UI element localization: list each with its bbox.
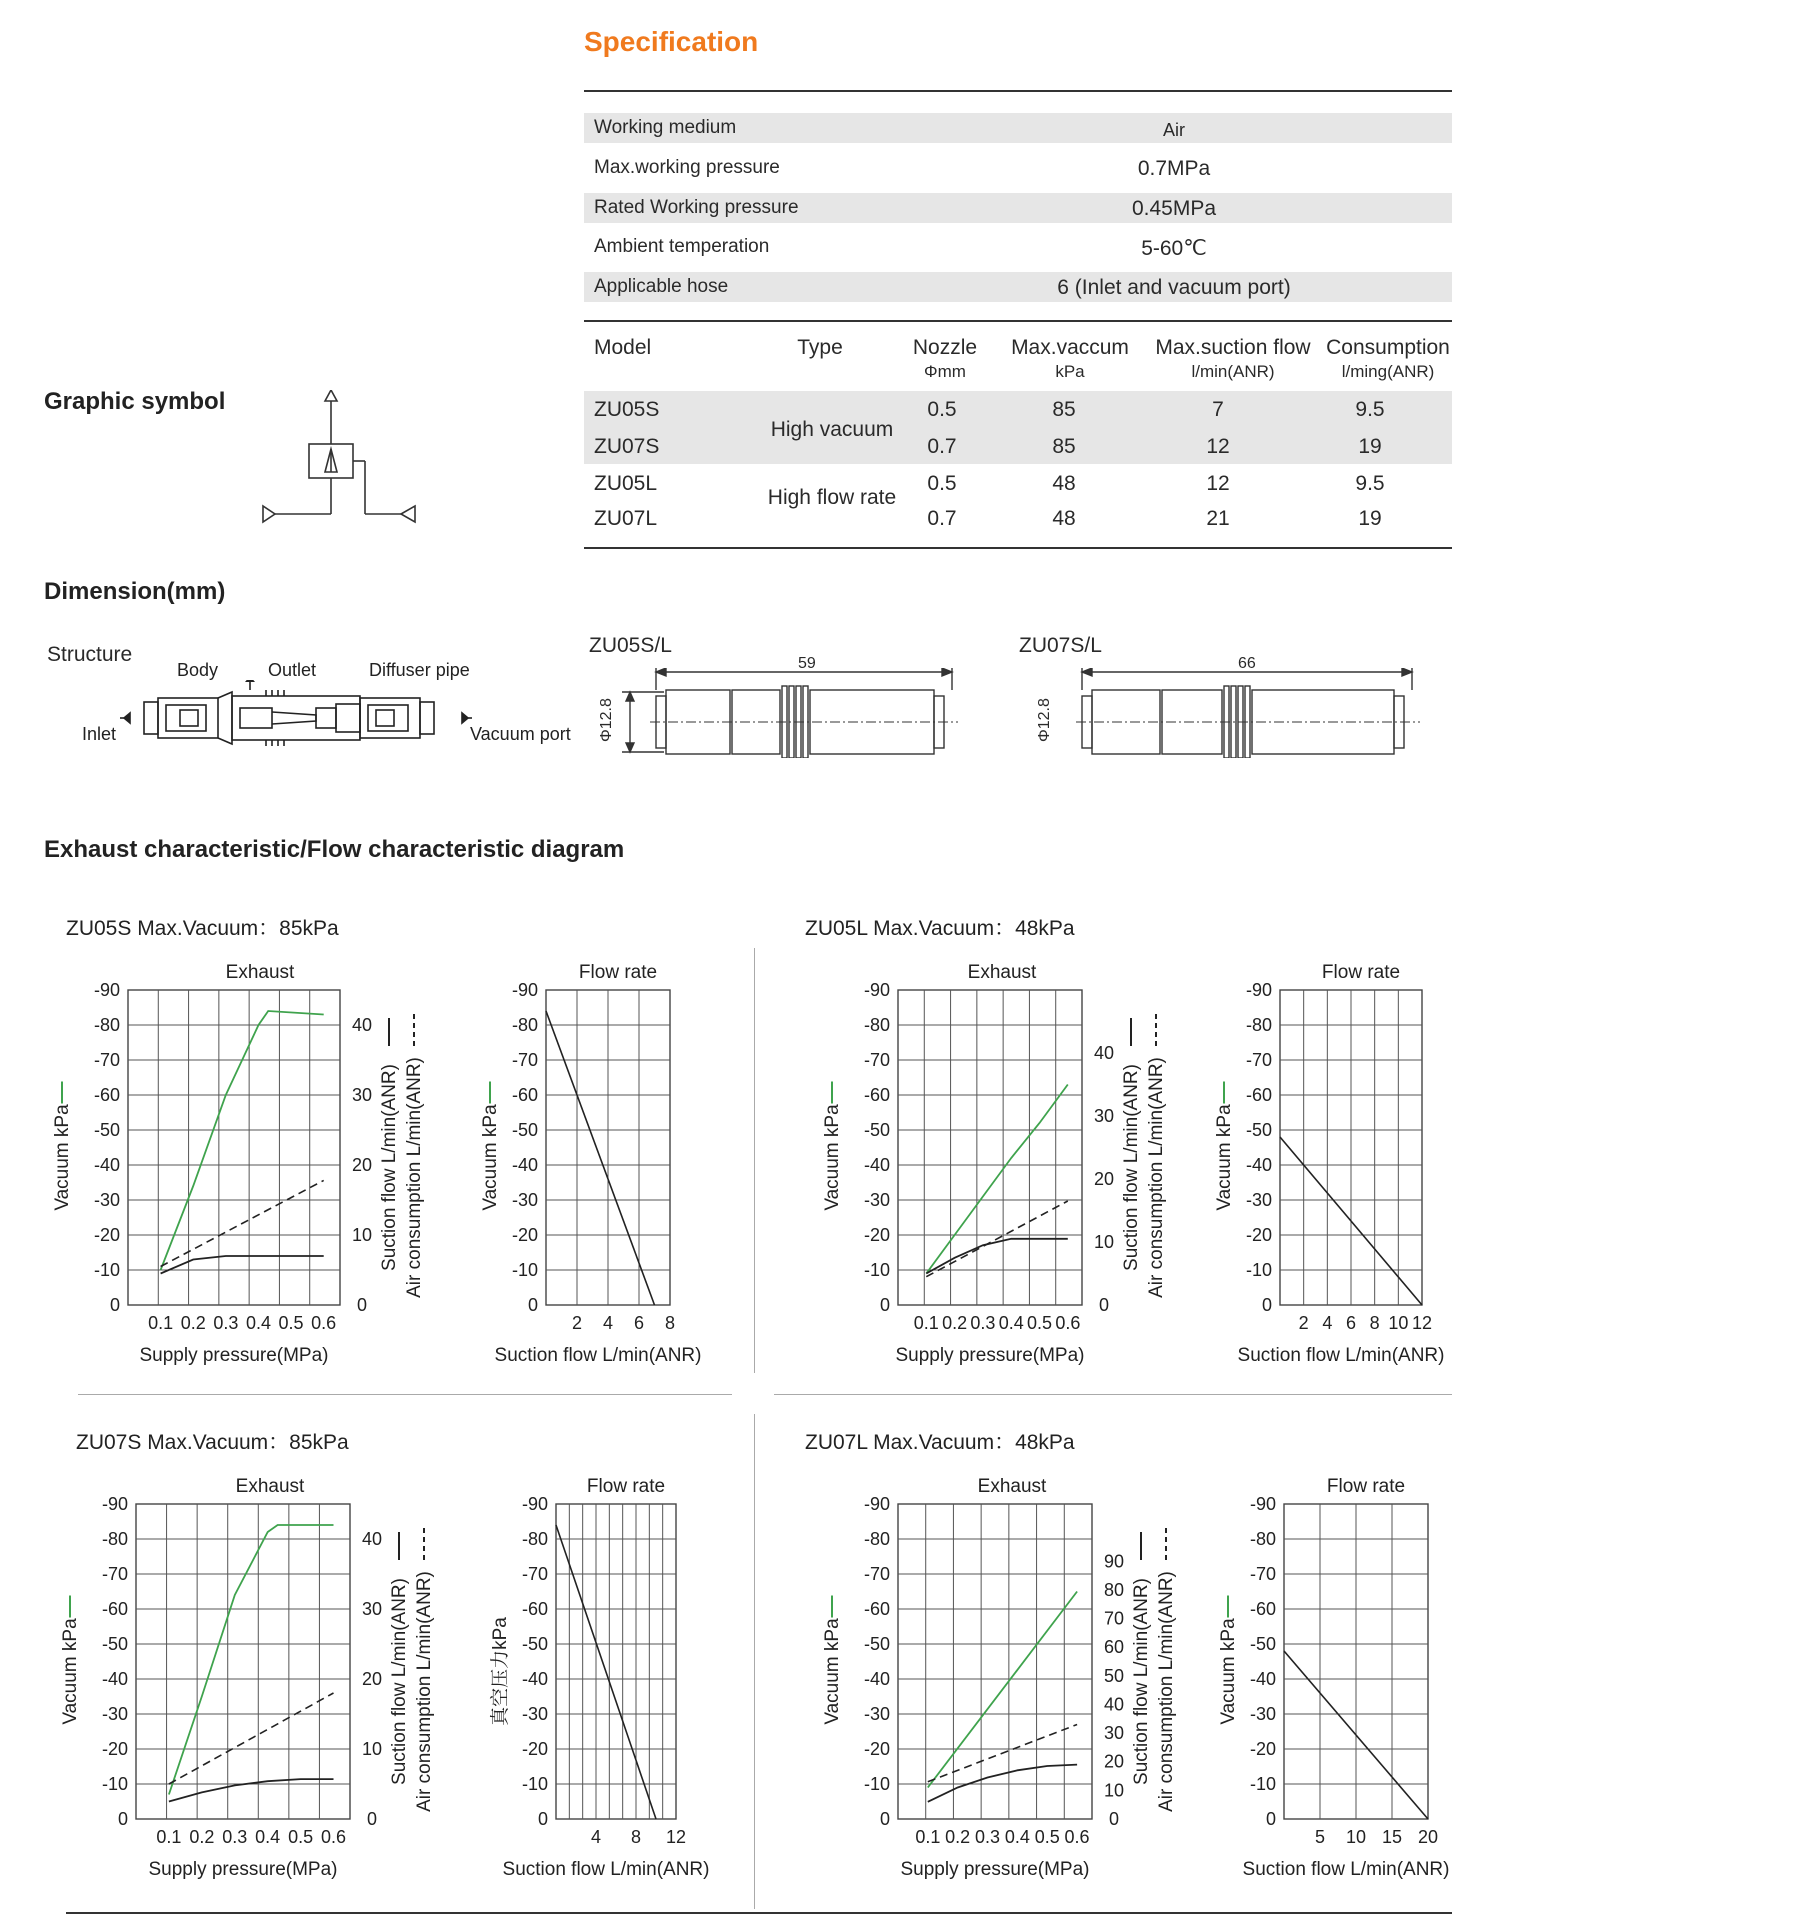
exhaust-3-ytick: -80 [863,1529,890,1549]
exhaust-3-y2tick: 90 [1103,1551,1125,1572]
exhaust-3-ytick: -20 [863,1739,890,1759]
flow-3-ytick: -50 [1249,1634,1276,1654]
flow-2-xtick: 12 [665,1827,687,1847]
flow-2-ytick: -70 [521,1564,548,1584]
flow-0-xtick: 6 [633,1313,645,1333]
exhaust-2-xtick: 0.1 [156,1827,182,1847]
flow-3-xtick: 5 [1314,1827,1326,1847]
flow-1-xtick: 8 [1369,1313,1380,1333]
flow-3-ytick: -90 [1249,1494,1276,1514]
exhaust-2-ytick: 0 [117,1809,128,1829]
chart-title-zu05s: ZU05S Max.Vacuum：85kPa [66,917,339,940]
exhaust-2-consumption-curve [169,1693,334,1784]
exhaust-1-ylabel: Vacuum kPa [822,1104,843,1211]
consumption-cell: 9.5 [1355,472,1385,495]
spec-label: Max.working pressure [594,157,780,178]
exhaust-0-ytick: -40 [93,1155,120,1175]
exhaust-2-y2tick: 0 [366,1809,378,1829]
exhaust-2-ytick: -30 [101,1704,128,1724]
exhaust-1-xtick: 0.1 [913,1313,939,1333]
diagram-title: Exhaust characteristic/Flow characteristic diagram [44,836,625,863]
flow-0-xtick: 8 [664,1313,676,1333]
exhaust-1-y3label: Air consumption L/min(ANR) [1146,1057,1167,1298]
chart-title-zu07l: ZU07L Max.Vacuum：48kPa [805,1431,1075,1454]
exhaust-3-ytick: -10 [863,1774,890,1794]
exhaust-2-y3label: Air consumption L/min(ANR) [414,1571,435,1812]
flow-1-xtick: 4 [1322,1313,1333,1333]
exhaust-3-ytick: -60 [863,1599,890,1619]
exhaust-0-y2tick: 40 [351,1015,373,1035]
col-header-type: Type [797,336,843,359]
exhaust-1-xtick: 0.6 [1055,1313,1081,1333]
exhaust-0-xtick: 0.3 [213,1313,239,1333]
exhaust-0-ytick: -90 [93,980,120,1000]
flow-1-title: Flow rate [1321,962,1401,983]
model-cell: ZU05S [594,398,660,421]
flow-2-xtick: 4 [590,1827,602,1847]
exhaust-3-title: Exhaust [977,1476,1047,1497]
exhaust-3-y2tick: 30 [1103,1723,1125,1744]
exhaust-3-y2tick: 10 [1103,1780,1125,1801]
exhaust-0-y2tick: 30 [351,1085,373,1105]
exhaust-3-y2tick: 70 [1103,1608,1125,1629]
exhaust-2-ytick: -50 [101,1634,128,1654]
exhaust-0-vacuum-curve [161,1011,324,1270]
flow-1-ytick: -40 [1245,1155,1272,1175]
exhaust-3-ytick: -90 [863,1494,890,1514]
drawing-length-zu05: 59 [798,655,816,672]
exhaust-2-ytick: -10 [101,1774,128,1794]
exhaust-3-ytick: -70 [863,1564,890,1584]
type-cell: High flow rate [767,486,897,509]
exhaust-2-title: Exhaust [235,1476,305,1497]
flow-0-ytick: -90 [511,980,538,1000]
exhaust-2-xtick: 0.5 [288,1827,314,1847]
col-header-max-vacuum: Max.vaccum kPa [1011,336,1129,381]
model-cell: ZU07L [594,507,658,530]
flow-0-xlabel: Suction flow L/min(ANR) [494,1345,702,1366]
consumption-cell: 19 [1358,435,1382,458]
spec-value: 6 (Inlet and vacuum port) [1057,276,1291,299]
exhaust-3-ylabel: Vacuum kPa [822,1618,843,1725]
exhaust-0-ytick: -10 [93,1260,120,1280]
label-vacuum-port: Vacuum port [470,724,571,744]
exhaust-0-ytick: -60 [93,1085,120,1105]
exhaust-1-ytick: -80 [863,1015,890,1035]
exhaust-1-ytick: -70 [863,1050,890,1070]
drawing-diameter-zu05: Φ12.8 [598,698,615,742]
flow-2-ytick: -20 [521,1739,548,1759]
flow-3-ytick: -40 [1249,1669,1276,1689]
exhaust-2-ytick: -80 [101,1529,128,1549]
consumption-cell: 19 [1358,507,1382,530]
label-body: Body [177,660,219,680]
exhaust-0-xtick: 0.2 [180,1313,206,1333]
exhaust-1-y2tick: 0 [1098,1295,1110,1315]
flow-0-xtick: 2 [571,1313,583,1333]
flow-2-ytick: -90 [521,1494,548,1514]
spec-label: Rated Working pressure [594,197,799,218]
exhaust-2-vacuum-curve [169,1525,334,1795]
suction-cell: 12 [1206,472,1230,495]
exhaust-0-suction-curve [161,1256,324,1274]
flow-3-ytick: -80 [1249,1529,1276,1549]
exhaust-1-ytick: -30 [863,1190,890,1210]
flow-3-ylabel: Vacuum kPa [1218,1618,1239,1725]
flow-3-ytick: -20 [1249,1739,1276,1759]
flow-1-ytick: -50 [1245,1120,1272,1140]
exhaust-2-suction-curve [169,1779,334,1801]
exhaust-1-y2tick: 10 [1093,1232,1115,1252]
exhaust-1-xtick: 0.5 [1027,1313,1053,1333]
exhaust-3-y2tick: 80 [1103,1579,1125,1600]
flow-2-title: Flow rate [586,1476,666,1497]
exhaust-1-ytick: -40 [863,1155,890,1175]
flow-2-ytick: -80 [521,1529,548,1549]
drawing-diameter-zu07: Φ12.8 [1036,698,1053,742]
flow-1-ytick: -20 [1245,1225,1272,1245]
flow-0-ytick: -10 [511,1260,538,1280]
flow-2-ytick: -10 [521,1774,548,1794]
suction-cell: 21 [1206,507,1230,530]
exhaust-1-ytick: -50 [863,1120,890,1140]
exhaust-0-title: Exhaust [225,962,295,983]
col-header-max-suction: Max.suction flow l/min(ANR) [1155,336,1311,381]
drawing-length-zu07: 66 [1238,655,1256,672]
exhaust-0-ylabel: Vacuum kPa [52,1104,73,1211]
exhaust-3-xtick: 0.2 [945,1827,971,1847]
exhaust-2-xtick: 0.4 [255,1827,281,1847]
exhaust-0-frame [128,990,340,1305]
exhaust-1-vacuum-curve [926,1085,1068,1274]
flow-2-ytick: -30 [521,1704,548,1724]
exhaust-1-xtick: 0.2 [942,1313,968,1333]
structure-title: Structure [47,643,133,666]
exhaust-2-ytick: -70 [101,1564,128,1584]
col-header-consumption: Consumption l/ming(ANR) [1326,336,1450,381]
flow-3-ytick: -10 [1249,1774,1276,1794]
spec-label: Applicable hose [594,276,729,297]
drawing-name-zu07: ZU07S/L [1019,634,1102,657]
flow-2-ytick: 0 [537,1809,548,1829]
exhaust-0-y2tick: 20 [351,1155,373,1175]
exhaust-0-ytick: -30 [93,1190,120,1210]
vacuum-cell: 85 [1052,435,1076,458]
exhaust-3-ytick: -30 [863,1704,890,1724]
flow-1-ytick: -60 [1245,1085,1272,1105]
exhaust-1-title: Exhaust [967,962,1037,983]
exhaust-3-y2tick: 40 [1103,1694,1125,1715]
exhaust-2-frame [136,1504,350,1819]
flow-0-title: Flow rate [578,962,658,983]
exhaust-3-suction-curve [928,1765,1077,1802]
exhaust-3-xtick: 0.5 [1034,1827,1060,1847]
exhaust-2-y2tick: 20 [361,1669,383,1689]
nozzle-cell: 0.5 [927,398,957,421]
exhaust-0-xtick: 0.1 [148,1313,174,1333]
exhaust-1-y2tick: 30 [1093,1106,1115,1126]
spec-value: 0.7MPa [1137,157,1211,180]
flow-1-xtick: 10 [1388,1313,1409,1333]
flow-1-xlabel: Suction flow L/min(ANR) [1237,1345,1445,1366]
flow-2-xlabel: Suction flow L/min(ANR) [502,1859,710,1880]
label-inlet: Inlet [82,724,117,744]
flow-1-ytick: -80 [1245,1015,1272,1035]
flow-2-curve [556,1525,656,1819]
flow-2-frame [556,1504,676,1819]
exhaust-0-y3label: Air consumption L/min(ANR) [404,1057,425,1298]
flow-2-ylabel: 真空压力kPa [490,1617,511,1726]
exhaust-0-ytick: -80 [93,1015,120,1035]
exhaust-3-xtick: 0.4 [1004,1827,1030,1847]
exhaust-2-xtick: 0.6 [321,1827,347,1847]
graphic-symbol-title: Graphic symbol [44,388,226,415]
nozzle-cell: 0.5 [927,472,957,495]
exhaust-2-xtick: 0.3 [222,1827,248,1847]
flow-3-xtick: 15 [1381,1827,1403,1847]
flow-2-ytick: -50 [521,1634,548,1654]
exhaust-1-ytick: -20 [863,1225,890,1245]
flow-3-ytick: -60 [1249,1599,1276,1619]
nozzle-cell: 0.7 [927,435,957,458]
exhaust-2-ylabel: Vacuum kPa [60,1618,81,1725]
chart-title-zu07s: ZU07S Max.Vacuum：85kPa [76,1431,349,1454]
flow-0-ylabel: Vacuum kPa [480,1104,501,1211]
flow-3-ytick: -70 [1249,1564,1276,1584]
flow-2-ytick: -40 [521,1669,548,1689]
exhaust-2-y2tick: 10 [361,1739,383,1759]
exhaust-1-y2label: Suction flow L/min(ANR) [1121,1064,1142,1271]
exhaust-1-ytick: -90 [863,980,890,1000]
exhaust-1-xlabel: Supply pressure(MPa) [895,1345,1085,1366]
exhaust-0-y2tick: 0 [356,1295,368,1315]
flow-1-ylabel: Vacuum kPa [1214,1104,1235,1211]
exhaust-3-y2tick: 50 [1103,1665,1125,1686]
drawing-name-zu05: ZU05S/L [589,634,672,657]
flow-3-title: Flow rate [1326,1476,1406,1497]
exhaust-2-ytick: -20 [101,1739,128,1759]
model-cell: ZU05L [594,472,658,495]
exhaust-3-ytick: 0 [879,1809,890,1829]
flow-1-ytick: -10 [1245,1260,1272,1280]
vacuum-cell: 48 [1052,472,1076,495]
exhaust-0-y2label: Suction flow L/min(ANR) [379,1064,400,1271]
nozzle-cell: 0.7 [927,507,957,530]
flow-0-ytick: 0 [527,1295,538,1315]
exhaust-1-ytick: 0 [879,1295,890,1315]
spec-value: 0.45MPa [1131,197,1217,220]
exhaust-1-frame [898,990,1082,1305]
exhaust-0-y2tick: 10 [351,1225,373,1245]
exhaust-3-ytick: -50 [863,1634,890,1654]
exhaust-2-ytick: -90 [101,1494,128,1514]
flow-3-xlabel: Suction flow L/min(ANR) [1242,1859,1450,1880]
exhaust-3-ytick: -40 [863,1669,890,1689]
flow-2-xtick: 8 [630,1827,642,1847]
flow-1-ytick: 0 [1261,1295,1272,1315]
flow-1-xtick: 2 [1298,1313,1309,1333]
vacuum-cell: 48 [1052,507,1076,530]
exhaust-3-vacuum-curve [928,1592,1077,1788]
flow-3-xtick: 10 [1345,1827,1367,1847]
exhaust-3-y2tick: 0 [1108,1809,1120,1829]
exhaust-0-xlabel: Supply pressure(MPa) [139,1345,329,1366]
flow-0-ytick: -40 [511,1155,538,1175]
spec-label: Working medium [594,117,737,138]
exhaust-0-xtick: 0.5 [278,1313,304,1333]
flow-1-xtick: 12 [1411,1313,1433,1333]
flow-0-ytick: -50 [511,1120,538,1140]
exhaust-1-xtick: 0.3 [970,1313,996,1333]
exhaust-3-y2label: Suction flow L/min(ANR) [1131,1578,1152,1785]
exhaust-3-y2tick: 60 [1103,1637,1125,1658]
exhaust-0-consumption-curve [161,1180,324,1266]
exhaust-2-y2label: Suction flow L/min(ANR) [389,1578,410,1785]
exhaust-0-xtick: 0.4 [245,1313,271,1333]
flow-1-ytick: -90 [1245,980,1272,1000]
exhaust-1-ytick: -60 [863,1085,890,1105]
dimension-title: Dimension(mm) [44,578,226,605]
exhaust-0-ytick: -70 [93,1050,120,1070]
exhaust-1-y2tick: 40 [1093,1043,1115,1063]
exhaust-3-xtick: 0.6 [1064,1827,1090,1847]
exhaust-1-ytick: -10 [863,1260,890,1280]
spec-label: Ambient temperation [594,236,770,257]
flow-0-ytick: -20 [511,1225,538,1245]
exhaust-1-xtick: 0.4 [998,1313,1024,1333]
exhaust-2-y2tick: 30 [361,1599,383,1619]
col-header-nozzle: Nozzle Φmm [912,336,978,381]
flow-1-ytick: -70 [1245,1050,1272,1070]
flow-0-ytick: -60 [511,1085,538,1105]
consumption-cell: 9.5 [1355,398,1385,421]
label-outlet: Outlet [268,660,317,680]
col-header-model: Model [594,336,652,359]
flow-3-xtick: 20 [1417,1827,1439,1847]
exhaust-3-y2tick: 20 [1103,1751,1125,1772]
exhaust-3-xtick: 0.3 [975,1827,1001,1847]
flow-0-ytick: -80 [511,1015,538,1035]
spec-title: Specification [584,26,759,57]
suction-cell: 12 [1206,435,1230,458]
flow-3-ytick: -30 [1249,1704,1276,1724]
exhaust-1-y2tick: 20 [1093,1169,1115,1189]
suction-cell: 7 [1212,398,1224,421]
exhaust-2-xtick: 0.2 [189,1827,215,1847]
type-cell: High vacuum [770,418,894,441]
exhaust-3-y3label: Air consumption L/min(ANR) [1156,1571,1177,1812]
exhaust-3-xtick: 0.1 [915,1827,941,1847]
flow-1-xtick: 6 [1345,1313,1357,1333]
model-cell: ZU07S [594,435,660,458]
exhaust-2-ytick: -40 [101,1669,128,1689]
exhaust-0-ytick: -50 [93,1120,120,1140]
flow-0-ytick: -30 [511,1190,538,1210]
exhaust-3-frame [898,1504,1092,1819]
spec-value: Air [1163,120,1185,140]
spec-value: 5-60℃ [1141,237,1207,260]
exhaust-3-xlabel: Supply pressure(MPa) [900,1859,1090,1880]
flow-3-ytick: 0 [1265,1809,1276,1829]
exhaust-2-y2tick: 40 [361,1529,383,1549]
chart-title-zu05l: ZU05L Max.Vacuum：48kPa [805,917,1075,940]
exhaust-0-xtick: 0.6 [311,1313,337,1333]
vacuum-cell: 85 [1052,398,1076,421]
flow-0-xtick: 4 [602,1313,614,1333]
flow-1-ytick: -30 [1245,1190,1272,1210]
flow-0-ytick: -70 [511,1050,538,1070]
exhaust-0-ytick: -20 [93,1225,120,1245]
flow-2-ytick: -60 [521,1599,548,1619]
exhaust-2-ytick: -60 [101,1599,128,1619]
exhaust-0-ytick: 0 [109,1295,120,1315]
exhaust-2-xlabel: Supply pressure(MPa) [148,1859,338,1880]
label-diffuser: Diffuser pipe [369,660,470,680]
flow-0-curve [546,1011,655,1305]
